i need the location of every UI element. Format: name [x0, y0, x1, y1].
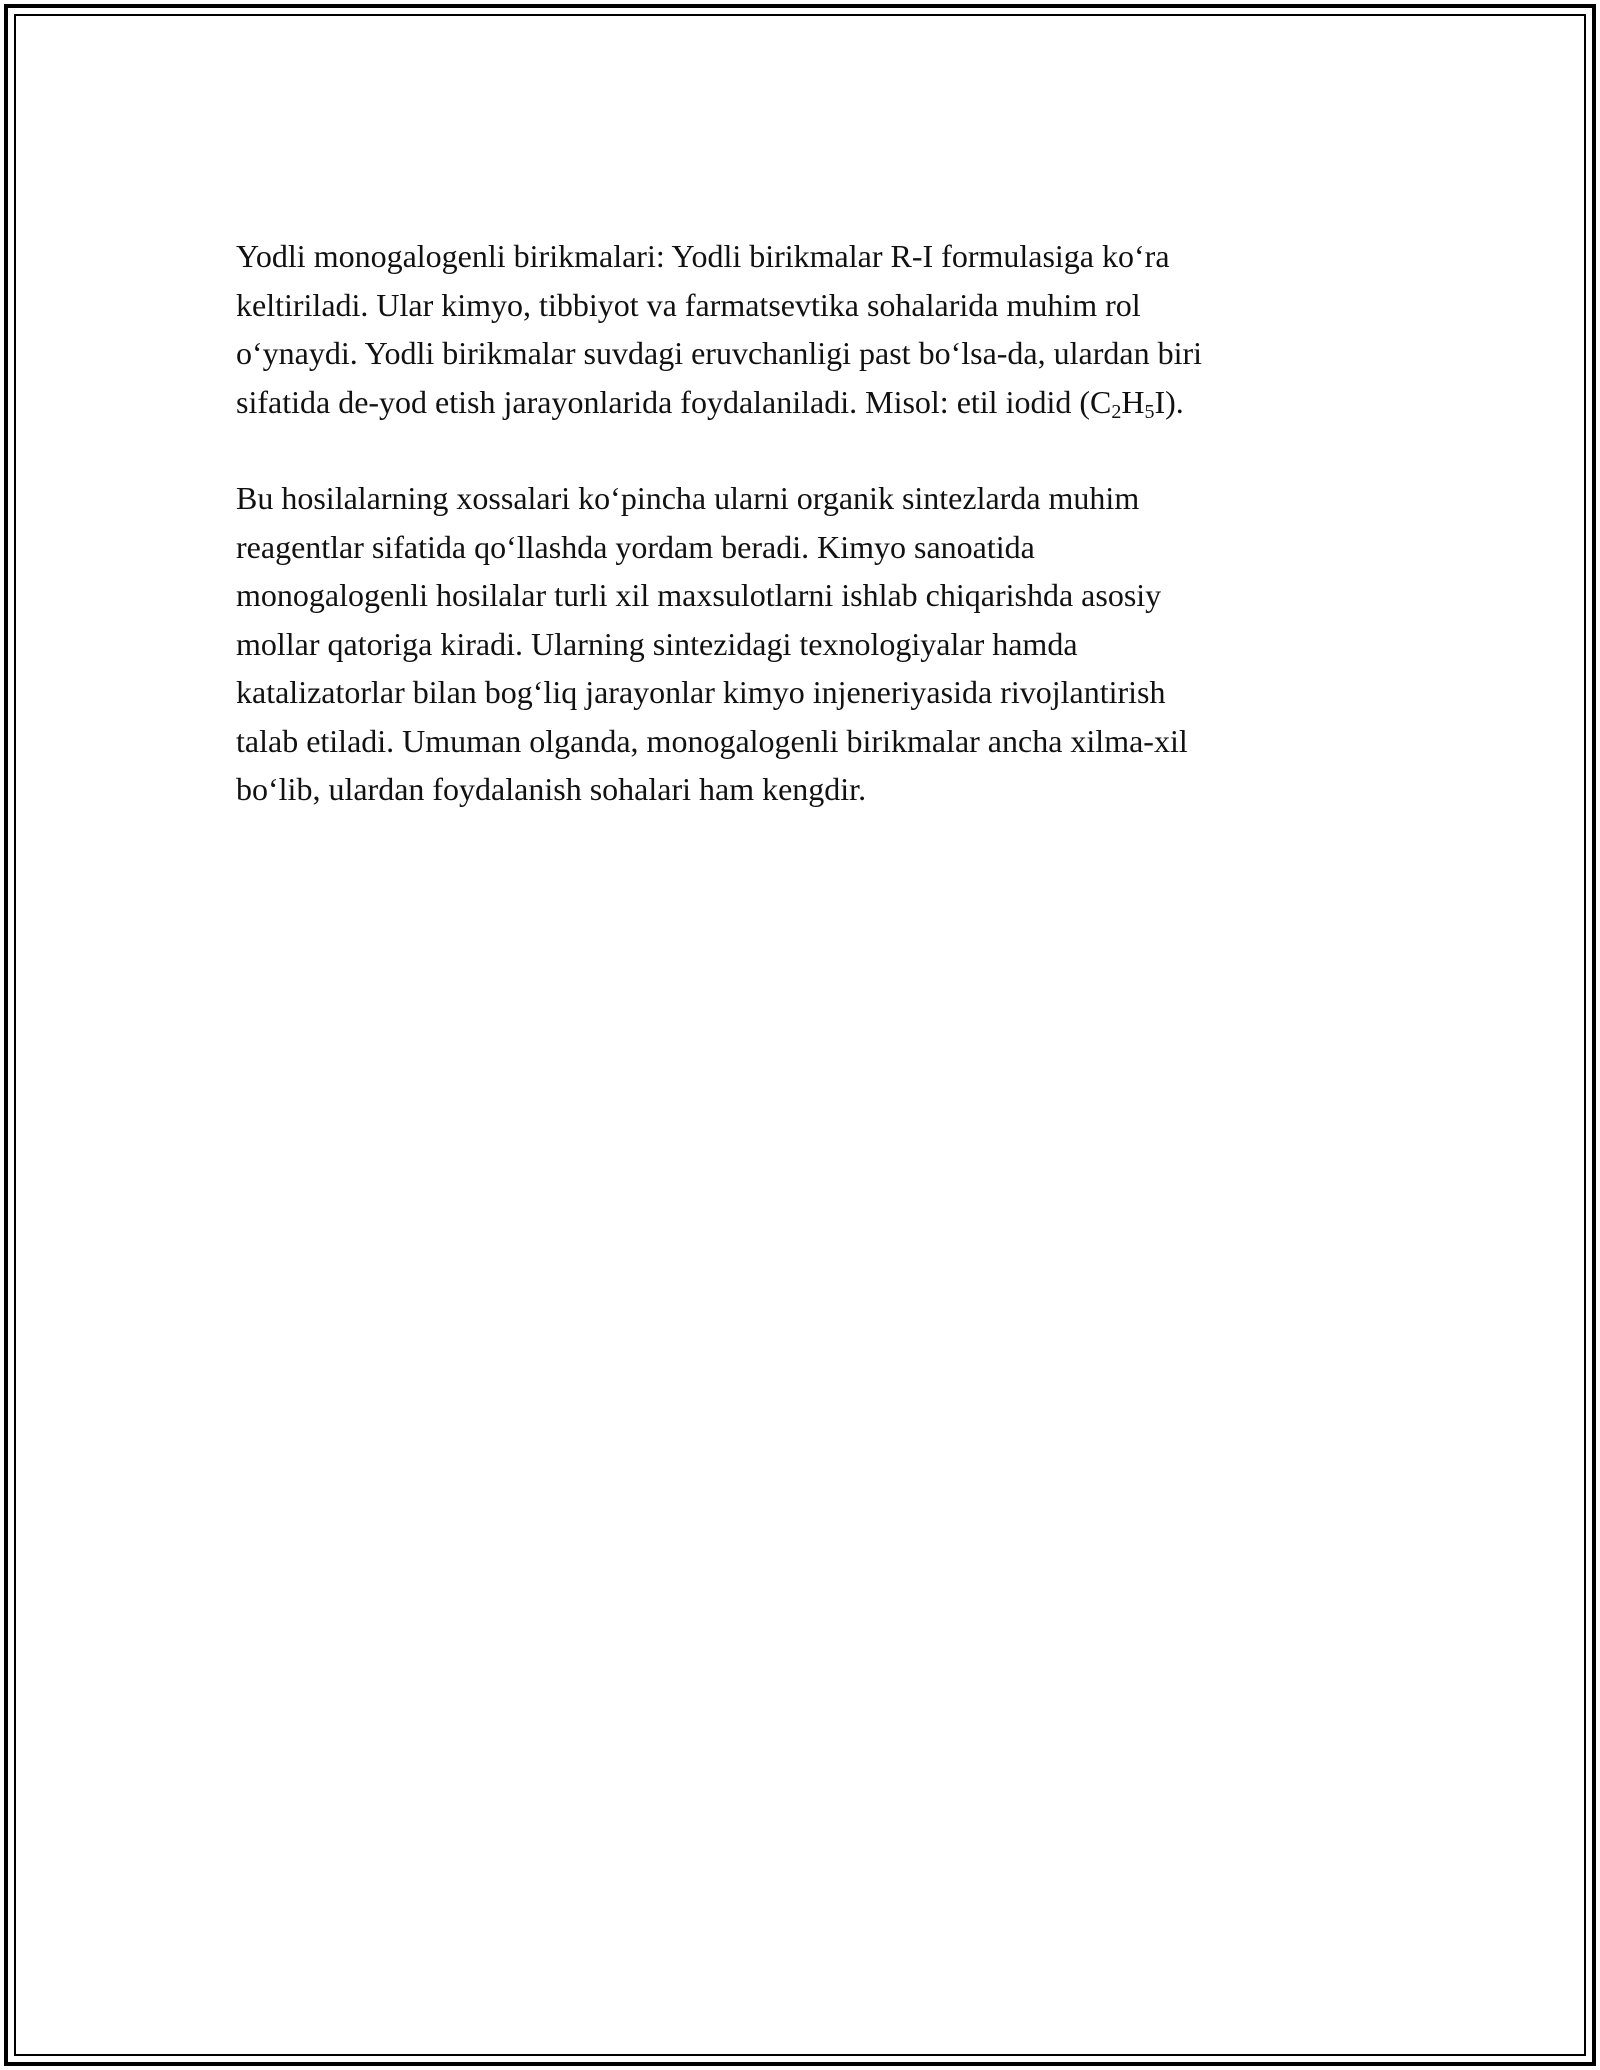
- document-body: [236, 232, 1376, 862]
- text-line: boʻlib, ulardan foydalanish sohalari ham kengdir.: [236, 771, 867, 807]
- paragraph-derivatives-properties: [236, 474, 1376, 814]
- text-line: katalizatorlar bilan bogʻliq jarayonlar kimyo injeneriyasida rivojlantirish: [236, 674, 1166, 710]
- text-line: oʻynaydi. Yodli birikmalar suvdagi eruvchanligi past boʻlsa-da, ulardan biri: [236, 335, 1203, 371]
- formula-subscript: 5: [1144, 400, 1155, 423]
- text-line: Bu hosilalarning xossalari koʻpincha ularni organik sintezlarda muhim: [236, 480, 1140, 516]
- text-line: Yodli monogalogenli birikmalari: Yodli birikmalar R-I formulasiga koʻra: [236, 238, 1170, 274]
- text-line: talab etiladi. Umuman olganda, monogalogenli birikmalar ancha xilma-xil: [236, 722, 1188, 759]
- paragraph-iodine-compounds: [236, 232, 1376, 426]
- text-line: reagentlar sifatida qoʻllashda yordam beradi. Kimyo sanoatida: [236, 528, 1035, 565]
- text-line: mollar qatoriga kiradi. Ularning sintezidagi texnologiyalar hamda: [236, 625, 1078, 662]
- formula-subscript: 2: [1111, 400, 1122, 423]
- formula-part: H: [1121, 383, 1145, 420]
- formula-part: I).: [1154, 383, 1184, 420]
- text-line: monogalogenli hosilalar turli xil maxsulotlarni ishlab chiqarishda asosiy: [236, 577, 1162, 613]
- text-line: keltiriladi. Ular kimyo, tibbiyot va farmatsevtika sohalarida muhim rol: [236, 286, 1141, 323]
- text-line: sifatida de-yod etish jarayonlarida foydalaniladi. Misol: etil iodid (C: [236, 383, 1112, 420]
